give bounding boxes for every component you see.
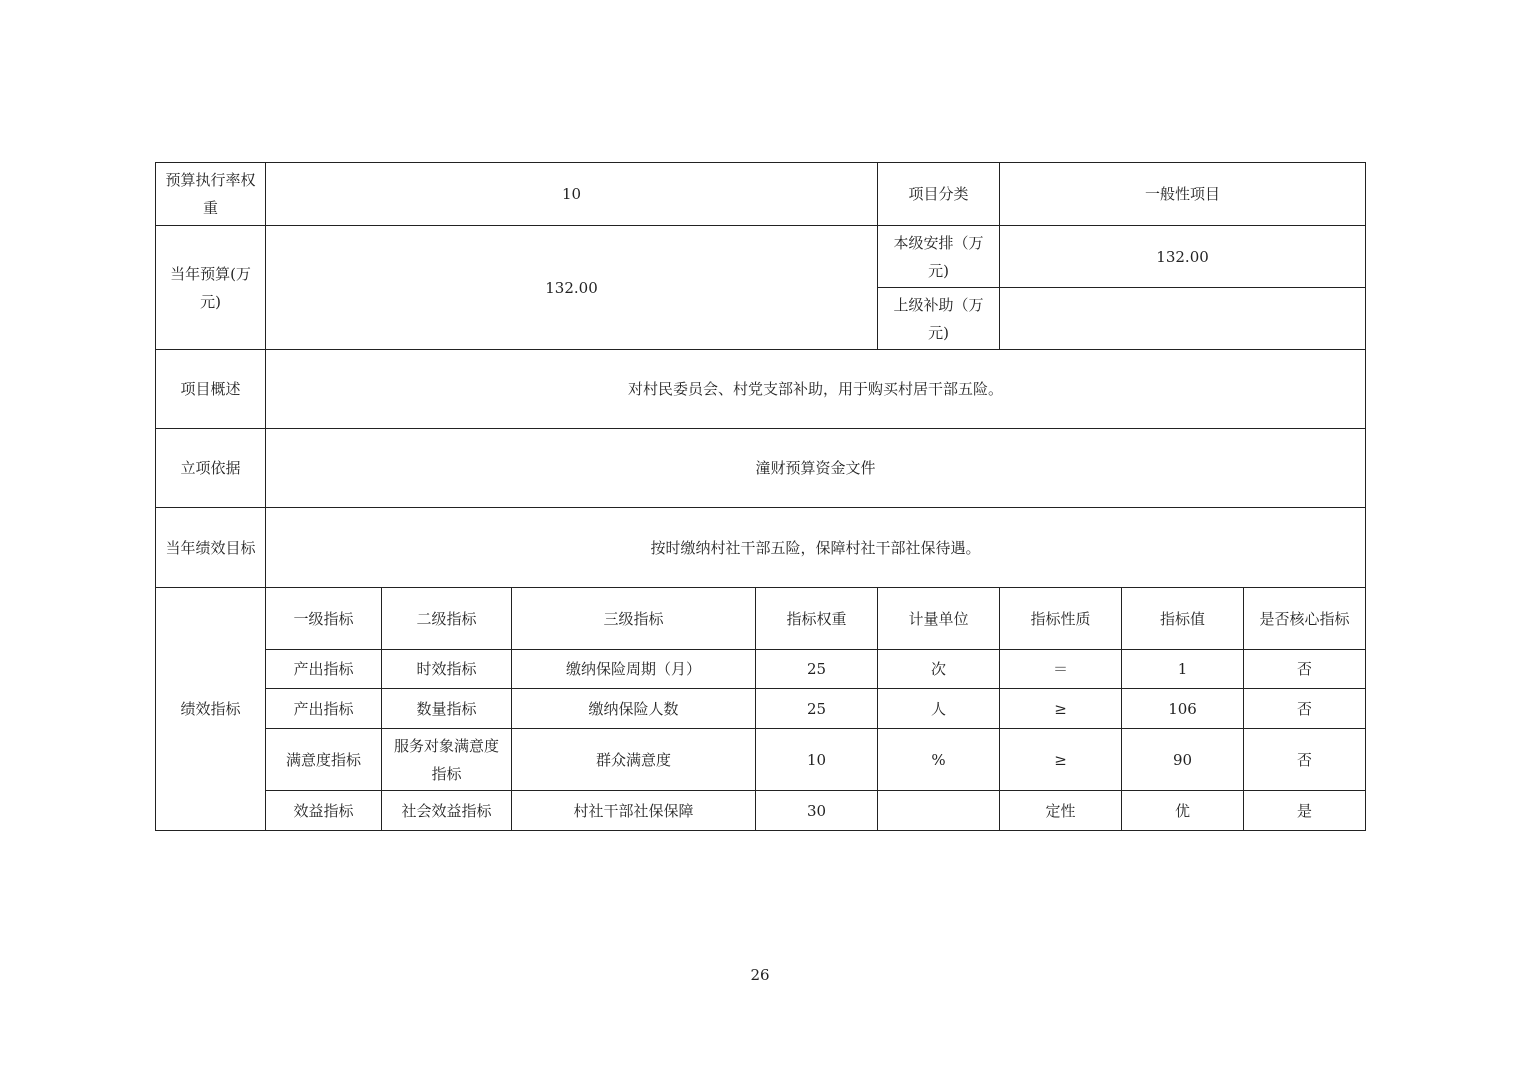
- cell: ≥: [1000, 689, 1122, 729]
- budget-label: 当年预算(万元): [156, 226, 266, 350]
- cell: %: [878, 729, 1000, 791]
- cell: 缴纳保险人数: [512, 689, 756, 729]
- cell: 次: [878, 650, 1000, 689]
- category-value: 一般性项目: [1000, 163, 1366, 226]
- cell: 是: [1244, 791, 1366, 831]
- cell: 缴纳保险周期（月）: [512, 650, 756, 689]
- table-row: [156, 689, 1366, 729]
- header-cell: 二级指标: [382, 588, 512, 650]
- category-label: 项目分类: [878, 163, 1000, 226]
- header-cell: 指标权重: [756, 588, 878, 650]
- header-cell: 指标值: [1122, 588, 1244, 650]
- cell: 产出指标: [266, 650, 382, 689]
- cell: 数量指标: [382, 689, 512, 729]
- page-number: 26: [750, 966, 770, 984]
- overview-value: 对村民委员会、村党支部补助，用于购买村居干部五险。: [266, 350, 1366, 429]
- cell: [878, 791, 1000, 831]
- cell: 否: [1244, 689, 1366, 729]
- cell: 否: [1244, 729, 1366, 791]
- exec-weight-value: 10: [266, 163, 878, 226]
- cell: 人: [878, 689, 1000, 729]
- goal-label: 当年绩效目标: [156, 508, 266, 588]
- cell: 90: [1122, 729, 1244, 791]
- table-row: [156, 791, 1366, 831]
- cell: 10: [756, 729, 878, 791]
- local-label: 本级安排（万元): [878, 226, 1000, 288]
- cell: 1: [1122, 650, 1244, 689]
- indicators-section-label: 绩效指标: [156, 588, 266, 831]
- exec-weight-label: 预算执行率权重: [156, 163, 266, 226]
- cell: 村社干部社保保障: [512, 791, 756, 831]
- header-cell: 三级指标: [512, 588, 756, 650]
- header-cell: 是否核心指标: [1244, 588, 1366, 650]
- overview-label: 项目概述: [156, 350, 266, 429]
- header-cell: 一级指标: [266, 588, 382, 650]
- goal-value: 按时缴纳村社干部五险，保障村社干部社保待遇。: [266, 508, 1366, 588]
- cell: 社会效益指标: [382, 791, 512, 831]
- cell: 产出指标: [266, 689, 382, 729]
- header-cell: 计量单位: [878, 588, 1000, 650]
- cell: 服务对象满意度指标: [382, 729, 512, 791]
- basis-value: 潼财预算资金文件: [266, 429, 1366, 508]
- table-row: [156, 729, 1366, 791]
- basis-label: 立项依据: [156, 429, 266, 508]
- upper-value: [1000, 288, 1366, 350]
- cell: 定性: [1000, 791, 1122, 831]
- cell: 106: [1122, 689, 1244, 729]
- upper-label: 上级补助（万元): [878, 288, 1000, 350]
- cell: 25: [756, 650, 878, 689]
- cell: ≥: [1000, 729, 1122, 791]
- cell: 时效指标: [382, 650, 512, 689]
- performance-table: [155, 162, 1366, 831]
- budget-value: 132.00: [266, 226, 878, 350]
- cell: ＝: [1000, 650, 1122, 689]
- table-row: [156, 650, 1366, 689]
- cell: 25: [756, 689, 878, 729]
- local-value: 132.00: [1000, 226, 1366, 288]
- cell: 优: [1122, 791, 1244, 831]
- cell: 满意度指标: [266, 729, 382, 791]
- cell: 否: [1244, 650, 1366, 689]
- cell: 30: [756, 791, 878, 831]
- cell: 群众满意度: [512, 729, 756, 791]
- header-cell: 指标性质: [1000, 588, 1122, 650]
- cell: 效益指标: [266, 791, 382, 831]
